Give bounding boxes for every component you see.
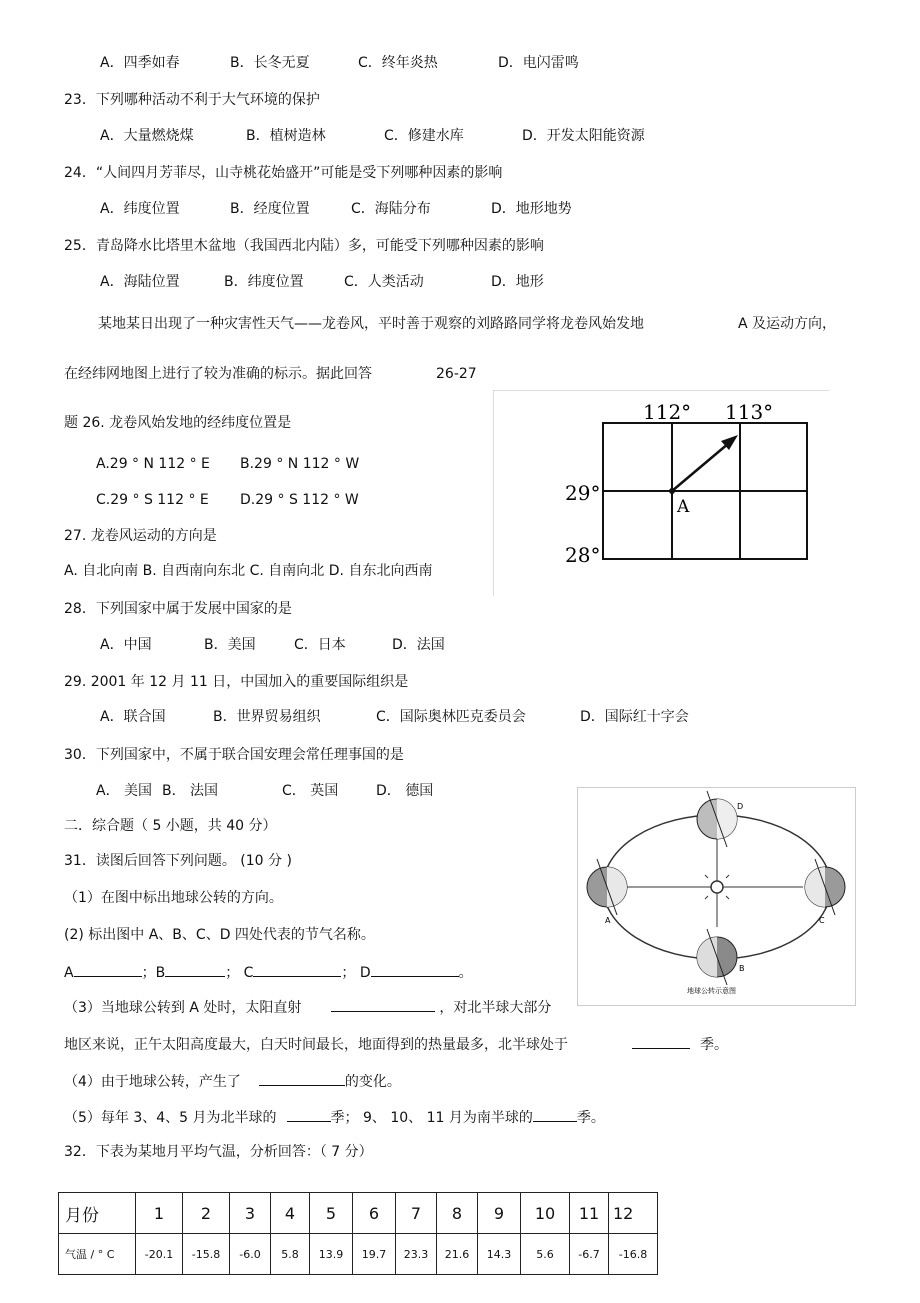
solstice-b-label: ；B: [141, 965, 166, 981]
q28-option-b: B．美国: [204, 637, 256, 653]
orbit-label-a: A: [605, 916, 611, 925]
q31-part4-text-a: （4）由于地球公转，产生了: [64, 1074, 241, 1090]
temperature-cell: -16.8: [609, 1234, 658, 1275]
q30-stem: 30．下列国家中，不属于联合国安理会常任理事国的是: [64, 747, 404, 763]
q30-option-d: D． 德国: [376, 783, 434, 799]
q31-part3-line1: [64, 997, 551, 1017]
q30-option-c: C． 英国: [282, 783, 339, 799]
q25-option-d: D．地形: [491, 274, 544, 290]
intro-line2: 在经纬网地图上进行了较为准确的标示。据此回答: [64, 366, 372, 382]
q25-stem: 25．青岛降水比塔里木盆地（我国西北内陆）多，可能受下列哪种因素的影响: [64, 238, 544, 254]
intro-line1: 某地某日出现了一种灾害性天气——龙卷风，平时善于观察的刘路路同学将龙卷风始发地: [98, 316, 644, 332]
section-2-title: 二．综合题（ 5 小题，共 40 分）: [64, 818, 277, 834]
q26-options-row1: [96, 455, 359, 473]
answer-blank-a[interactable]: [74, 962, 142, 977]
q23-option-a: A．大量燃烧煤: [100, 128, 194, 144]
orbit-caption: 地球公转示意图: [687, 987, 736, 995]
intro-line2-end: 26-27: [436, 366, 477, 382]
q31-part5-text-b: 季； 9、 10、 11 月为南半球的: [330, 1110, 533, 1126]
temperature-cell: -6.0: [230, 1234, 271, 1275]
solstice-a-label: A: [64, 965, 74, 981]
sun-icon: [711, 881, 723, 893]
q26-option-b: B.29 ° N 112 ° W: [240, 456, 360, 472]
header-month: 9: [478, 1193, 521, 1234]
q31-part2-blanks: [64, 962, 473, 982]
table-temperature-row: [59, 1234, 658, 1275]
temperature-cell: 21.6: [437, 1234, 478, 1275]
q25-options: [100, 273, 544, 291]
lon-label-112: 112°: [643, 400, 692, 424]
header-month: 12: [609, 1193, 658, 1234]
q22-option-b: B．长冬无夏: [230, 55, 310, 71]
q31-part4-text-b: 的变化。: [344, 1074, 401, 1090]
answer-blank-b[interactable]: [165, 962, 225, 977]
q26-stem: 题 26. 龙卷风始发地的经纬度位置是: [64, 415, 292, 431]
orbit-label-c: C: [819, 916, 825, 925]
temperature-cell: 5.8: [271, 1234, 310, 1275]
header-month: 6: [353, 1193, 396, 1234]
orbit-label-b: B: [739, 964, 745, 973]
header-month: 11: [570, 1193, 609, 1234]
answer-blank-c[interactable]: [253, 962, 341, 977]
q30-option-a: A． 美国: [96, 783, 153, 799]
tornado-direction-arrow: [672, 443, 729, 491]
answer-blank-d[interactable]: [371, 962, 459, 977]
q28-option-d: D．法国: [392, 637, 445, 653]
q31-part3-line2: [64, 1034, 728, 1054]
q24-option-b: B．经度位置: [230, 201, 310, 217]
header-month: 3: [230, 1193, 271, 1234]
q26-option-a: A.29 ° N 112 ° E: [96, 456, 210, 472]
q28-stem: 28．下列国家中属于发展中国家的是: [64, 601, 292, 617]
q27-stem: 27. 龙卷风运动的方向是: [64, 528, 217, 544]
q22-option-d: D．电闪雷鸣: [498, 55, 579, 71]
q26-option-d: D.29 ° S 112 ° W: [240, 492, 359, 508]
q31-part1: （1）在图中标出地球公转的方向。: [64, 890, 283, 906]
q29-stem: 29. 2001 年 12 月 11 日，中国加入的重要国际组织是: [64, 674, 409, 690]
monthly-temperature-table: [58, 1192, 658, 1275]
temperature-cell: -15.8: [183, 1234, 230, 1275]
q27-options: A. 自北向南 B. 自西南向东北 C. 自南向北 D. 自东北向西南: [64, 563, 433, 579]
answer-blank-direct-sun[interactable]: [331, 997, 435, 1012]
temperature-cell: -20.1: [136, 1234, 183, 1275]
answer-blank-south-season[interactable]: [533, 1107, 577, 1122]
intro-line1-end: A 及运动方向，: [738, 316, 837, 332]
q25-option-b: B．纬度位置: [224, 274, 304, 290]
q31-part3-text-a: （3）当地球公转到 A 处时，太阳直射: [64, 1000, 302, 1016]
q22-option-c: C．终年炎热: [358, 55, 438, 71]
header-month: 4: [271, 1193, 310, 1234]
q30-option-b: B． 法国: [162, 783, 219, 799]
q31-part2: (2) 标出图中 A、B、C、D 四处代表的节气名称。: [64, 927, 375, 943]
temperature-cell: 5.6: [521, 1234, 570, 1275]
temperature-cell: 19.7: [353, 1234, 396, 1275]
q23-option-c: C．修建水库: [384, 128, 464, 144]
q24-option-c: C．海陆分布: [351, 201, 431, 217]
point-a-marker: [669, 488, 675, 494]
header-month: 7: [396, 1193, 437, 1234]
header-month: 2: [183, 1193, 230, 1234]
q29-option-c: C．国际奥林匹克委员会: [376, 709, 526, 725]
q24-option-d: D．地形地势: [491, 201, 572, 217]
solstice-c-label: ； C: [225, 965, 254, 981]
earth-orbit-figure: [577, 787, 857, 1007]
q24-option-a: A．纬度位置: [100, 201, 180, 217]
q31-part3-text-c: 地区来说，正午太阳高度最大，白天时间最长，地面得到的热量最多，北半球处于: [64, 1037, 568, 1053]
q31-part3-text-b: ，对北半球大部分: [439, 1000, 552, 1016]
lat-label-29: 29°: [565, 481, 601, 505]
q31-stem: 31．读图后回答下列问题。 (10 分 ): [64, 853, 292, 869]
q22-option-a: A．四季如春: [100, 55, 180, 71]
q29-option-d: D．国际红十字会: [580, 709, 689, 725]
q23-option-d: D．开发太阳能资源: [522, 128, 645, 144]
q29-option-a: A．联合国: [100, 709, 166, 725]
row-label-temperature: 气温 / ° C: [59, 1234, 136, 1275]
q24-options: [100, 200, 572, 218]
q31-part4: [64, 1071, 401, 1091]
lat-label-28: 28°: [565, 543, 601, 567]
lon-label-113: 113°: [725, 400, 774, 424]
solstice-d-label: ； D: [341, 965, 371, 981]
q24-stem: 24．“人间四月芳菲尽，山寺桃花始盛开”可能是受下列哪种因素的影响: [64, 165, 503, 181]
temperature-cell: 13.9: [310, 1234, 353, 1275]
q31-part3-text-d: 季。: [700, 1037, 728, 1053]
q23-stem: 23．下列哪种活动不利于大气环境的保护: [64, 92, 320, 108]
temperature-cell: -6.7: [570, 1234, 609, 1275]
point-a-label: A: [677, 497, 690, 517]
header-month: 10: [521, 1193, 570, 1234]
q28-option-c: C．日本: [294, 637, 346, 653]
q25-option-c: C．人类活动: [344, 274, 424, 290]
q32-stem: 32．下表为某地月平均气温，分析回答：（ 7 分）: [64, 1144, 373, 1160]
q23-option-b: B．植树造林: [246, 128, 326, 144]
q31-part5-text-a: （5）每年 3、4、5 月为北半球的: [64, 1110, 277, 1126]
q26-options-row2: [96, 491, 359, 509]
q22-options: [100, 54, 579, 72]
q30-options: [96, 782, 433, 800]
q31-part5: [64, 1107, 605, 1127]
header-month: 8: [437, 1193, 478, 1234]
orbit-label-d: D: [737, 802, 744, 811]
q28-option-a: A．中国: [100, 637, 152, 653]
q25-option-a: A．海陆位置: [100, 274, 180, 290]
header-month: 1: [136, 1193, 183, 1234]
temperature-cell: 14.3: [478, 1234, 521, 1275]
q23-options: [100, 127, 645, 145]
header-label-month: 月份: [59, 1193, 136, 1234]
answer-blank-north-season[interactable]: [287, 1107, 331, 1122]
temperature-cell: 23.3: [396, 1234, 437, 1275]
q31-part5-text-c: 季。: [576, 1110, 605, 1126]
lat-long-grid-figure: [493, 390, 833, 598]
answer-blank-change[interactable]: [259, 1071, 345, 1086]
q28-options: [100, 636, 445, 654]
q29-options: [100, 708, 689, 726]
q29-option-b: B．世界贸易组织: [213, 709, 321, 725]
header-month: 5: [310, 1193, 353, 1234]
part2-period: 。: [458, 965, 473, 981]
table-header-row: [59, 1193, 658, 1234]
q26-option-c: C.29 ° S 112 ° E: [96, 492, 209, 508]
answer-blank-season-3[interactable]: [632, 1034, 690, 1049]
